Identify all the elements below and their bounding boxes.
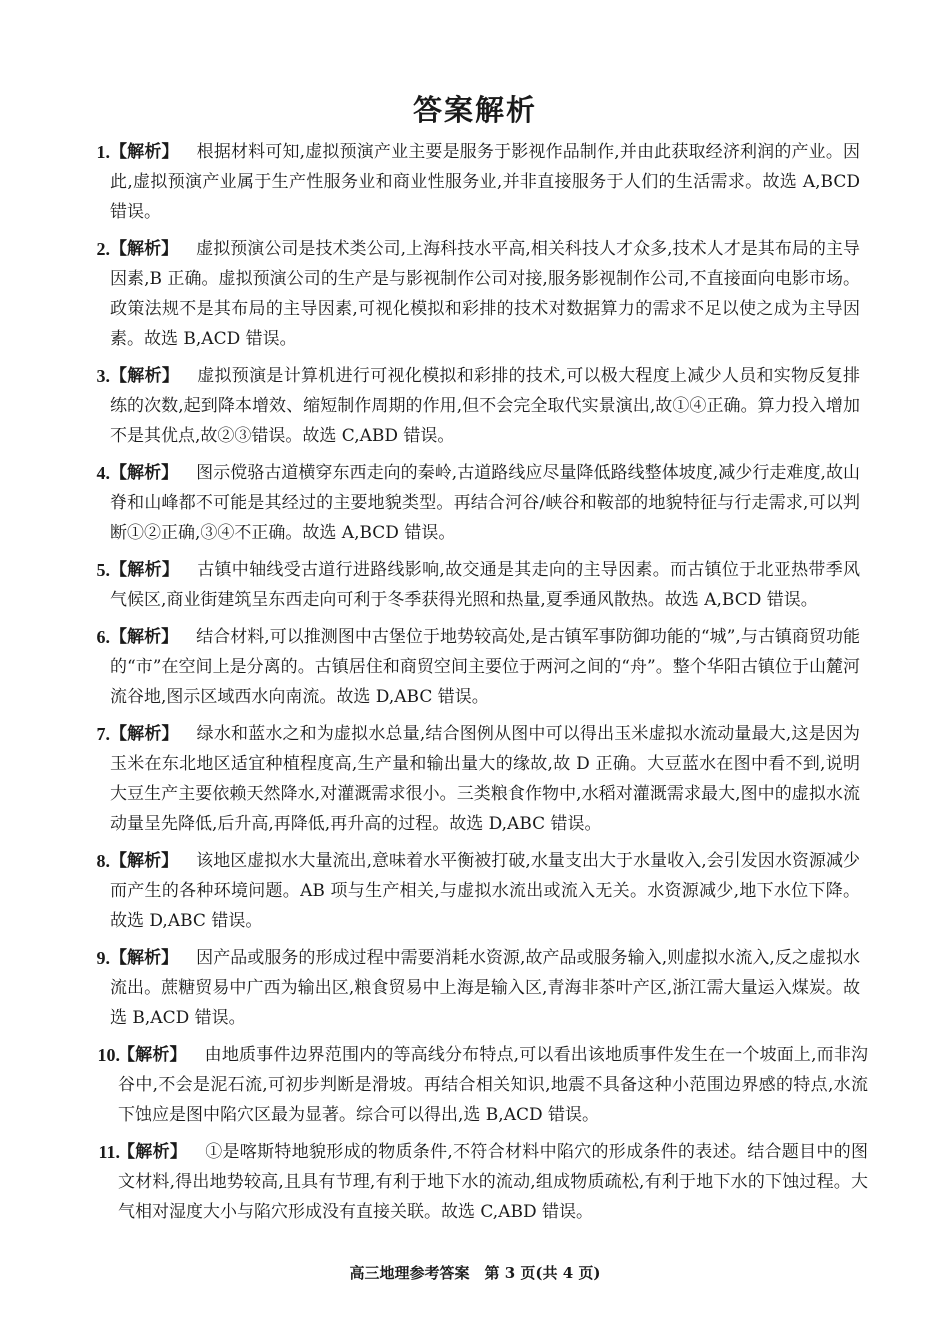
analysis-tag: 【解析】	[110, 239, 179, 259]
item-text: 因产品或服务的形成过程中需要消耗水资源,故产品或服务输入,则虚拟水流入,反之虚拟水流出。蔗糖贸易中广西为输出区,粮食贸易中上海是输入区,青海非茶叶产区,浙江需大量运入煤炭。故选 B,ACD 错误。	[110, 948, 861, 1028]
answer-item	[0, 846, 950, 936]
answer-item	[0, 234, 950, 354]
item-text: 结合材料,可以推测图中古堡位于地势较高处,是古镇军事防御功能的“城”,与古镇商贸功能的“市”在空间上是分离的。古镇居住和商贸空间主要位于两河之间的“舟”。整个华阳古镇位于山麓河流谷地,图示区域西水向南流。故选 D,ABC 错误。	[110, 627, 861, 707]
answer-item	[0, 719, 950, 839]
item-text: 虚拟预演是计算机进行可视化模拟和彩排的技术,可以极大程度上减少人员和实物反复排练的次数,起到降本增效、缩短制作周期的作用,但不会完全取代实景演出,故①④正确。算力投入增加不是其优点,故②③错误。故选 C,ABD 错误。	[110, 366, 860, 446]
item-number: 10.	[97, 1045, 120, 1065]
item-text: 绿水和蓝水之和为虚拟水总量,结合图例从图中可以得出玉米虚拟水流动量最大,这是因为玉米在东北地区适宜种植程度高,生产量和输出量大的缘故,故 D 正确。大豆蓝水在图中看不到,说明大豆生产主要依赖天然降水,对灌溉需求很小。三类粮食作物中,水稻对灌溉需求最大,图中的虚拟水流动量呈先降低,后升高,再降低,再升高的过程。故选 D,ABC 错误。	[110, 724, 860, 834]
item-body	[110, 622, 860, 712]
analysis-tag: 【解析】	[110, 366, 180, 386]
item-number: 6.	[96, 627, 110, 647]
analysis-tag: 【解析】	[110, 948, 179, 968]
item-number: 9.	[96, 948, 110, 968]
item-text: 虚拟预演公司是技术类公司,上海科技水平高,相关科技人才众多,技术人才是其布局的主导因素,B 正确。虚拟预演公司的生产是与影视制作公司对接,服务影视制作公司,不直接面向电影市场。政策法规不是其布局的主导因素,可视化模拟和彩排的技术对数据算力的需求不足以使之成为主导因素。故选 B,ACD 错误。	[110, 239, 861, 349]
item-number: 4.	[96, 463, 110, 483]
answer-item	[0, 555, 950, 615]
answer-item	[0, 458, 950, 548]
item-number: 8.	[96, 851, 110, 871]
answer-list	[0, 137, 950, 1234]
item-text: 根据材料可知,虚拟预演产业主要是服务于影视作品制作,并由此获取经济利润的产业。因此,虚拟预演产业属于生产性服务业和商业性服务业,并非直接服务于人们的生活需求。故选 A,BCD 错误。	[110, 142, 860, 222]
answer-item	[0, 1040, 950, 1130]
item-body	[110, 458, 860, 548]
analysis-tag: 【解析】	[110, 851, 179, 871]
item-text: ①是喀斯特地貌形成的物质条件,不符合材料中陷穴的形成条件的表述。结合题目中的图文材料,得出地势较高,且具有节理,有利于地下水的流动,组成物质疏松,有利于地下水的下蚀过程。大气相对湿度大小与陷穴形成没有直接关联。故选 C,ABD 错误。	[118, 1142, 868, 1222]
analysis-tag: 【解析】	[110, 463, 179, 483]
item-text: 古镇中轴线受古道行进路线影响,故交通是其走向的主导因素。而古镇位于北亚热带季风气候区,商业街建筑呈东西走向可利于冬季获得光照和热量,夏季通风散热。故选 A,BCD 错误。	[110, 560, 860, 610]
answer-item	[0, 361, 950, 451]
item-text: 图示傥骆古道横穿东西走向的秦岭,古道路线应尽量降低路线整体坡度,减少行走难度,故山脊和山峰都不可能是其经过的主要地貌类型。再结合河谷/峡谷和鞍部的地貌特征与行走需求,可以判断①②正确,③④不正确。故选 A,BCD 错误。	[110, 463, 861, 543]
answer-item	[0, 137, 950, 227]
item-body	[110, 137, 860, 227]
analysis-tag: 【解析】	[110, 142, 179, 162]
item-body	[118, 1137, 868, 1227]
item-number: 11.	[98, 1142, 120, 1162]
item-text: 由地质事件边界范围内的等高线分布特点,可以看出该地质事件发生在一个坡面上,而非沟谷中,不会是泥石流,可初步判断是滑坡。再结合相关知识,地震不具备这种小范围边界感的特点,水流下蚀应是图中陷穴区最为显著。综合可以得出,选 B,ACD 错误。	[118, 1045, 868, 1125]
item-body	[110, 234, 860, 354]
item-body	[110, 846, 860, 936]
analysis-tag: 【解析】	[118, 1142, 188, 1162]
analysis-tag: 【解析】	[110, 627, 179, 647]
item-number: 1.	[96, 142, 110, 162]
item-number: 7.	[96, 724, 110, 744]
answer-item	[0, 622, 950, 712]
item-number: 3.	[96, 366, 110, 386]
answer-item	[0, 943, 950, 1033]
item-body	[110, 719, 860, 839]
page-title: 答案解析	[412, 93, 537, 127]
analysis-tag: 【解析】	[118, 1045, 187, 1065]
item-number: 2.	[96, 239, 110, 259]
item-body	[110, 555, 860, 615]
item-number: 5.	[96, 560, 110, 580]
item-body	[118, 1040, 868, 1130]
analysis-tag: 【解析】	[110, 724, 179, 744]
page-footer: 高三地理参考答案 第 3 页(共 4 页)	[349, 1264, 601, 1282]
item-body	[110, 361, 860, 451]
answer-item	[0, 1137, 950, 1227]
analysis-tag: 【解析】	[110, 560, 180, 580]
item-body	[110, 943, 860, 1033]
item-text: 该地区虚拟水大量流出,意味着水平衡被打破,水量支出大于水量收入,会引发因水资源减少而产生的各种环境问题。AB 项与生产相关,与虚拟水流出或流入无关。水资源减少,地下水位下降。故选 D,ABC 错误。	[110, 851, 861, 931]
